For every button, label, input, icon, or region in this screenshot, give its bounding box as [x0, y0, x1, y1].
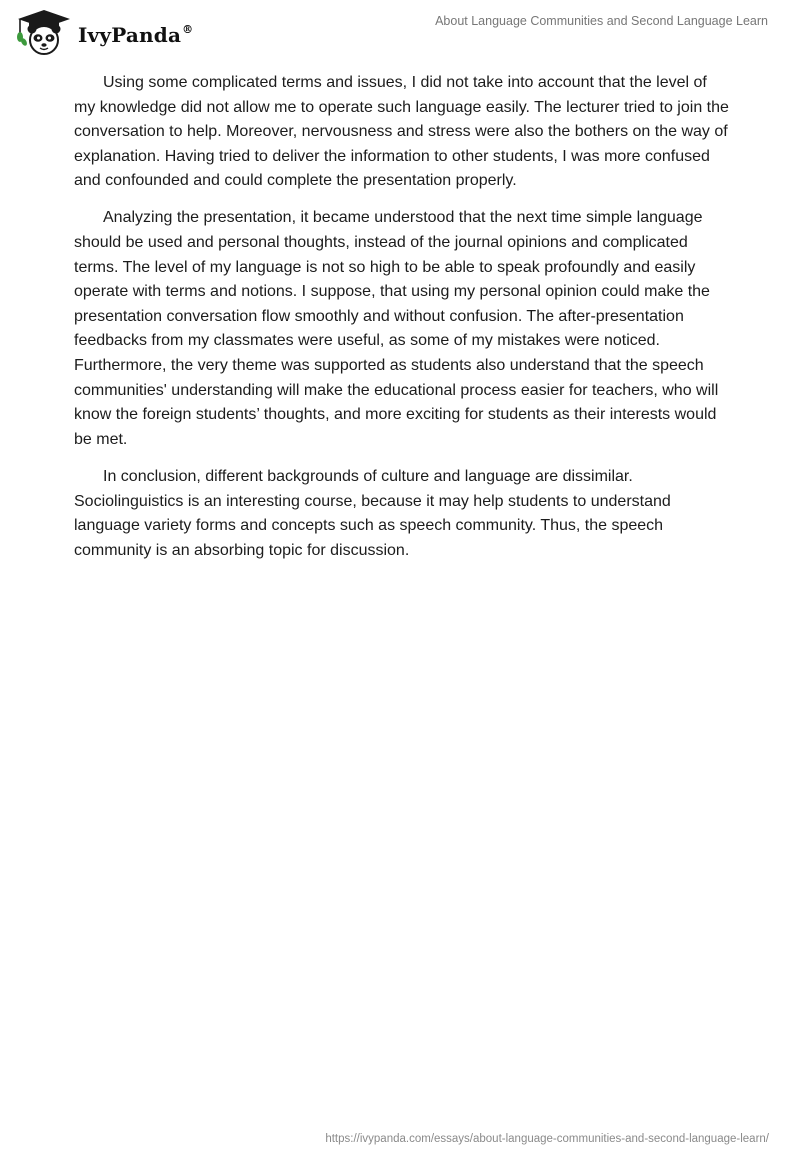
essay-body: [74, 71, 730, 576]
registered-mark: ®: [182, 23, 194, 36]
brand-name: IvyPanda®: [78, 23, 194, 47]
ivypanda-logo[interactable]: [14, 8, 194, 56]
paragraph: Using some complicated terms and issues, I did not take into account that the level of my knowledge did not allow me to operate such language easily. The lecturer tried to join the conversation to help. Moreover, nervousness and stress were also the bothers on the way of explanation. Having tried to deliver the information to other students, I was more confused and confounded and could complete the presentation properly.: [74, 74, 729, 190]
panda-graduate-icon: [14, 8, 70, 56]
page-header: [0, 0, 800, 60]
document-title: About Language Communities and Second Language Learn: [435, 14, 768, 28]
paragraph: Analyzing the presentation, it became understood that the next time simple language should be used and personal thoughts, instead of the journal opinions and complicated terms. The level of my language is not so high to be able to speak profoundly and easily operate with terms and notions. I suppose, that using my personal opinion could make the presentation conversation flow smoothly and without confusion. The after-presentation feedbacks from my classmates were useful, as some of my mistakes were noticed. Furthermore, the very theme was supported as students also understand that the speech communities' understanding will make the educational process easier for teachers, who will know the foreign students’ thoughts, and more exciting for students as their interests would be met.: [74, 209, 719, 448]
source-url-link[interactable]: https://ivypanda.com/essays/about-language-communities-and-second-language-learn/: [325, 1133, 769, 1145]
paragraph: In conclusion, different backgrounds of culture and language are dissimilar. Sociolinguistics is an interesting course, because it may help students to understand language variety forms and concepts such as speech community. Thus, the speech community is an absorbing topic for discussion.: [74, 467, 671, 559]
